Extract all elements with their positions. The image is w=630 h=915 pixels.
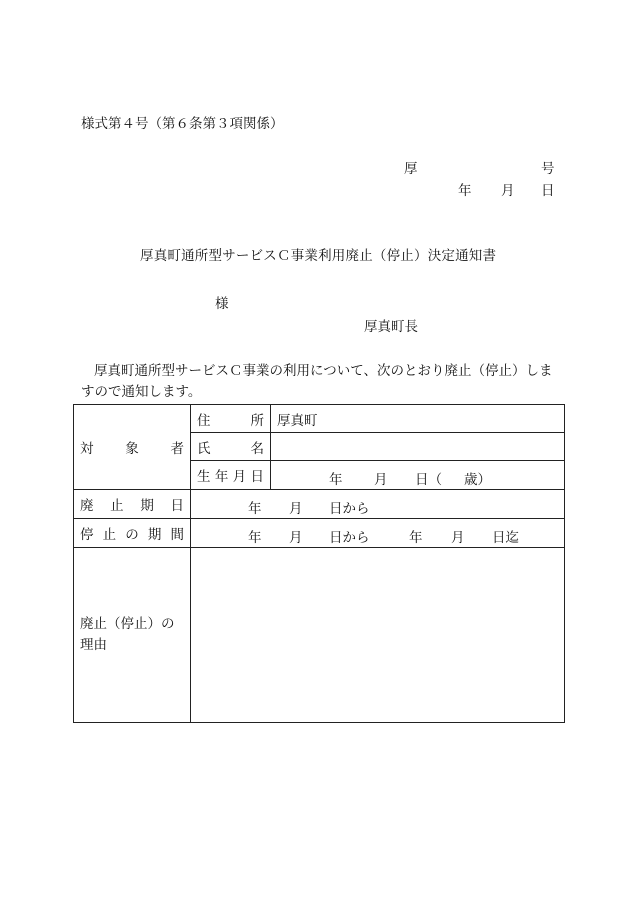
target-person-label-cell xyxy=(74,405,191,490)
document-number-suffix: 号 xyxy=(541,161,555,177)
name-label-cell xyxy=(191,433,271,461)
suspend-start-day-unit: 日から xyxy=(329,530,370,546)
suspend-start-month-unit: 月 xyxy=(289,530,303,546)
suspend-end-month-unit: 月 xyxy=(451,530,465,546)
reason-label-line-1: 廃止（停止）の xyxy=(80,616,175,632)
abolish-label-char: 日 xyxy=(170,498,184,514)
dob-value-cell[interactable] xyxy=(271,461,565,490)
suspend-period-label-cell xyxy=(74,519,191,548)
dob-year-unit: 年 xyxy=(329,472,343,488)
document-number-prefix: 厚 xyxy=(404,161,418,177)
target-label-char: 象 xyxy=(125,441,139,457)
addressee-suffix: 様 xyxy=(215,296,229,312)
suspend-label-char: 止 xyxy=(102,527,117,543)
suspend-label-char: の xyxy=(125,527,139,543)
address-label-char: 所 xyxy=(250,412,264,429)
abolish-date-value-cell[interactable] xyxy=(191,490,565,519)
suspend-start-year-unit: 年 xyxy=(248,530,262,546)
dob-month-unit: 月 xyxy=(374,472,388,488)
suspend-label-char: 停 xyxy=(80,527,94,543)
reason-value-cell[interactable] xyxy=(191,548,565,723)
dob-label-char: 年 xyxy=(214,469,229,485)
notice-body-text: 厚真町通所型サービスＣ事業の利用について、次のとおり廃止（停止）しますので通知します。 xyxy=(81,363,553,400)
reason-label-cell xyxy=(74,548,191,723)
suspend-period-value-cell[interactable] xyxy=(191,519,565,548)
dob-label-char: 日 xyxy=(250,469,264,485)
target-label-char: 対 xyxy=(80,441,94,457)
suspend-label-char: 間 xyxy=(170,527,184,543)
target-label-char: 者 xyxy=(170,441,184,457)
dob-day-unit: 日（ xyxy=(415,472,442,488)
document-title: 厚真町通所型サービスＣ事業利用廃止（停止）決定通知書 xyxy=(140,248,497,264)
notice-info-table xyxy=(73,404,565,723)
issue-date-year: 年 xyxy=(458,183,472,199)
dob-label-cell xyxy=(191,461,271,490)
dob-label-char: 月 xyxy=(232,469,247,485)
reason-label-line-2: 理由 xyxy=(80,637,107,653)
abolish-label-char: 期 xyxy=(140,498,154,514)
name-label-char: 名 xyxy=(250,440,264,457)
address-value-cell[interactable] xyxy=(271,405,565,433)
suspend-end-year-unit: 年 xyxy=(409,530,423,546)
suspend-end-day-unit: 日迄 xyxy=(492,530,519,546)
dob-age-unit: 歳） xyxy=(464,472,491,488)
form-number-label: 様式第４号（第６条第３項関係） xyxy=(81,116,284,132)
suspend-label-char: 期 xyxy=(147,527,162,543)
abolish-month-unit: 月 xyxy=(289,501,303,517)
name-value-cell[interactable] xyxy=(271,433,565,461)
address-value: 厚真町 xyxy=(277,412,318,429)
name-label-char: 氏 xyxy=(197,440,211,457)
address-label-cell xyxy=(191,405,271,433)
abolish-day-unit: 日から xyxy=(329,501,370,517)
abolish-year-unit: 年 xyxy=(248,501,262,517)
issue-date-month: 月 xyxy=(501,183,515,199)
abolish-date-label-cell xyxy=(74,490,191,519)
address-label-char: 住 xyxy=(197,412,211,429)
dob-label-char: 生 xyxy=(197,469,211,485)
abolish-label-char: 止 xyxy=(110,498,124,514)
issuer-name: 厚真町長 xyxy=(364,319,418,335)
issue-date-day: 日 xyxy=(541,183,555,199)
abolish-label-char: 廃 xyxy=(80,498,94,514)
